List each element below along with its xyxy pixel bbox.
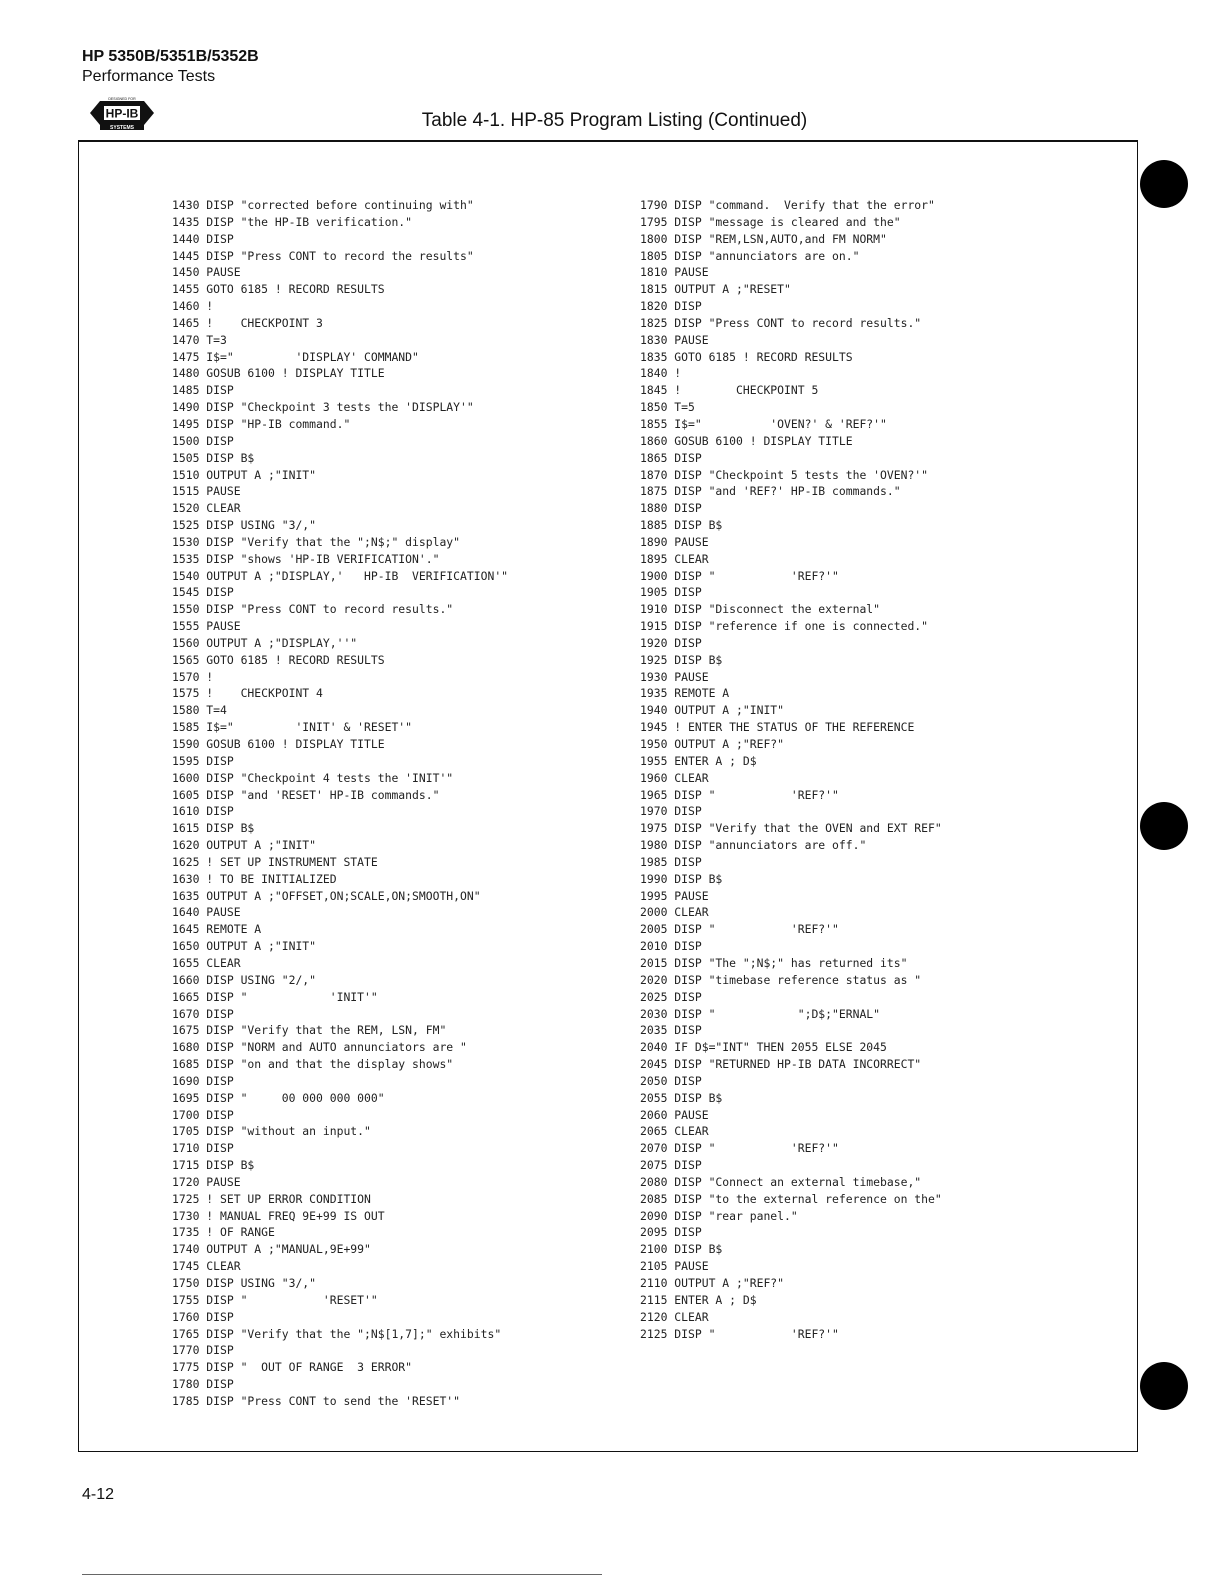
listing-line: 1880 DISP xyxy=(640,501,702,516)
listing-line: 1615 DISP B$ xyxy=(172,821,255,836)
listing-line: 1585 I$=" 'INIT' & 'RESET'" xyxy=(172,720,413,735)
listing-line: 1775 DISP " OUT OF RANGE 3 ERROR" xyxy=(172,1360,413,1375)
listing-line: 1710 DISP xyxy=(172,1141,234,1156)
listing-line: 1900 DISP " 'REF?'" xyxy=(640,568,839,583)
listing-column-right xyxy=(640,197,942,1342)
listing-line: 1825 DISP "Press CONT to record results." xyxy=(640,315,922,330)
listing-line: 1440 DISP xyxy=(172,231,234,246)
listing-line: 1735 ! OF RANGE xyxy=(172,1225,275,1240)
listing-line: 2015 DISP "The ";N$;" has returned its" xyxy=(640,955,908,970)
listing-line: 1955 ENTER A ; D$ xyxy=(640,753,757,768)
listing-line: 1785 DISP "Press CONT to send the 'RESET'" xyxy=(172,1393,461,1408)
listing-line: 2105 PAUSE xyxy=(640,1259,709,1274)
listing-line: 1520 CLEAR xyxy=(172,501,241,516)
listing-line: 1715 DISP B$ xyxy=(172,1158,255,1173)
listing-line: 2120 CLEAR xyxy=(640,1309,709,1324)
listing-line: 1905 DISP xyxy=(640,585,702,600)
listing-line: 1915 DISP "reference if one is connected." xyxy=(640,619,929,634)
listing-line: 1595 DISP xyxy=(172,753,234,768)
listing-line: 1865 DISP xyxy=(640,450,702,465)
listing-line: 1960 CLEAR xyxy=(640,770,709,785)
listing-line: 1890 PAUSE xyxy=(640,534,709,549)
listing-line: 1530 DISP "Verify that the ";N$;" display" xyxy=(172,534,461,549)
listing-line: 1965 DISP " 'REF?'" xyxy=(640,787,839,802)
listing-line: 1670 DISP xyxy=(172,1006,234,1021)
listing-line: 1685 DISP "on and that the display shows" xyxy=(172,1057,454,1072)
listing-line: 1925 DISP B$ xyxy=(640,652,723,667)
listing-line: 1650 OUTPUT A ;"INIT" xyxy=(172,939,317,954)
listing-line: 1690 DISP xyxy=(172,1073,234,1088)
listing-line: 1850 T=5 xyxy=(640,400,695,415)
listing-line: 1635 OUTPUT A ;"OFFSET,ON;SCALE,ON;SMOOTH,ON" xyxy=(172,888,481,903)
listing-line: 1745 CLEAR xyxy=(172,1259,241,1274)
listing-line: 1540 OUTPUT A ;"DISPLAY,' HP-IB VERIFICATION'" xyxy=(172,568,509,583)
listing-line: 1725 ! SET UP ERROR CONDITION xyxy=(172,1191,371,1206)
listing-line: 2060 PAUSE xyxy=(640,1107,709,1122)
listing-line: 1680 DISP "NORM and AUTO annunciators are " xyxy=(172,1040,467,1055)
listing-line: 1895 CLEAR xyxy=(640,551,709,566)
listing-line: 1545 DISP xyxy=(172,585,234,600)
listing-line: 1935 REMOTE A xyxy=(640,686,730,701)
listing-line: 1570 ! xyxy=(172,669,214,684)
listing-line: 1765 DISP "Verify that the ";N$[1,7];" exhibits" xyxy=(172,1326,502,1341)
listing-line: 1660 DISP USING "2/," xyxy=(172,972,317,987)
listing-line: 1500 DISP xyxy=(172,433,234,448)
table-title: Table 4-1. HP-85 Program Listing (Continued) xyxy=(421,110,808,131)
listing-line: 1870 DISP "Checkpoint 5 tests the 'OVEN?'" xyxy=(640,467,929,482)
listing-line: 2050 DISP xyxy=(640,1073,702,1088)
listing-line: 2040 IF D$="INT" THEN 2055 ELSE 2045 xyxy=(640,1040,887,1055)
listing-line: 1575 ! CHECKPOINT 4 xyxy=(172,686,323,701)
listing-line: 1910 DISP "Disconnect the external" xyxy=(640,602,881,617)
listing-line: 2075 DISP xyxy=(640,1158,702,1173)
listing-line: 2100 DISP B$ xyxy=(640,1242,723,1257)
logo-text: HP-IB xyxy=(105,106,139,121)
listing-line: 1720 PAUSE xyxy=(172,1174,241,1189)
listing-line: 2055 DISP B$ xyxy=(640,1090,723,1105)
listing-line: 1470 T=3 xyxy=(172,332,227,347)
listing-line: 1535 DISP "shows 'HP-IB VERIFICATION'." xyxy=(172,551,440,566)
listing-line: 2125 DISP " 'REF?'" xyxy=(640,1326,839,1341)
listing-line: 1975 DISP "Verify that the OVEN and EXT REF" xyxy=(640,821,942,836)
listing-line: 1730 ! MANUAL FREQ 9E+99 IS OUT xyxy=(172,1208,385,1223)
listing-line: 1450 PAUSE xyxy=(172,265,241,280)
listing-line: 1495 DISP "HP-IB command." xyxy=(172,416,351,431)
listing-line: 2000 CLEAR xyxy=(640,905,709,920)
listing-line: 2030 DISP " ";D$;"ERNAL" xyxy=(640,1006,881,1021)
document-section: Performance Tests xyxy=(82,68,216,85)
listing-line: 2065 CLEAR xyxy=(640,1124,709,1139)
page-number: 4-12 xyxy=(82,1486,115,1503)
listing-line: 1920 DISP xyxy=(640,635,702,650)
listing-line: 2045 DISP "RETURNED HP-IB DATA INCORRECT" xyxy=(640,1057,922,1072)
listing-line: 1620 OUTPUT A ;"INIT" xyxy=(172,838,317,853)
listing-line: 1940 OUTPUT A ;"INIT" xyxy=(640,703,785,718)
punch-hole-top xyxy=(1140,160,1188,208)
listing-line: 1560 OUTPUT A ;"DISPLAY,''" xyxy=(172,635,358,650)
listing-line: 1600 DISP "Checkpoint 4 tests the 'INIT'" xyxy=(172,770,454,785)
listing-line: 1790 DISP "command. Verify that the error" xyxy=(640,198,935,212)
listing-line: 1780 DISP xyxy=(172,1377,234,1392)
listing-line: 1525 DISP USING "3/," xyxy=(172,518,317,533)
listing-line: 1455 GOTO 6185 ! RECORD RESULTS xyxy=(172,282,385,297)
listing-line: 1485 DISP xyxy=(172,383,234,398)
listing-line: 1800 DISP "REM,LSN,AUTO,and FM NORM" xyxy=(640,231,887,246)
footer-rule xyxy=(82,1574,602,1575)
listing-line: 1550 DISP "Press CONT to record results." xyxy=(172,602,454,617)
listing-line: 1945 ! ENTER THE STATUS OF THE REFERENCE xyxy=(640,720,915,735)
punch-hole-middle xyxy=(1140,802,1188,850)
listing-line: 1810 PAUSE xyxy=(640,265,709,280)
listing-line: 2035 DISP xyxy=(640,1023,702,1038)
listing-line: 2010 DISP xyxy=(640,939,702,954)
listing-line: 1970 DISP xyxy=(640,804,702,819)
logo-top-text: DESIGNED FOR xyxy=(108,97,136,101)
listing-line: 2090 DISP "rear panel." xyxy=(640,1208,798,1223)
listing-line: 1760 DISP xyxy=(172,1309,234,1324)
listing-line: 1705 DISP "without an input." xyxy=(172,1124,371,1139)
listing-line: 2110 OUTPUT A ;"REF?" xyxy=(640,1276,785,1290)
listing-line: 1490 DISP "Checkpoint 3 tests the 'DISPLAY'" xyxy=(172,400,474,415)
listing-line: 1655 CLEAR xyxy=(172,955,241,970)
listing-line: 1770 DISP xyxy=(172,1343,234,1358)
listing-line: 2005 DISP " 'REF?'" xyxy=(640,922,839,937)
listing-line: 1840 ! xyxy=(640,366,682,381)
listing-line: 1995 PAUSE xyxy=(640,888,709,903)
listing-line: 1510 OUTPUT A ;"INIT" xyxy=(172,467,317,482)
listing-line: 1885 DISP B$ xyxy=(640,518,723,533)
listing-line: 1805 DISP "annunciators are on." xyxy=(640,248,860,263)
listing-line: 2095 DISP xyxy=(640,1225,702,1240)
listing-line: 1675 DISP "Verify that the REM, LSN, FM" xyxy=(172,1023,447,1038)
punch-hole-bottom xyxy=(1140,1362,1188,1410)
listing-line: 1815 OUTPUT A ;"RESET" xyxy=(640,282,791,297)
listing-line: 2085 DISP "to the external reference on the" xyxy=(640,1191,942,1206)
listing-line: 1605 DISP "and 'RESET' HP-IB commands." xyxy=(172,787,440,802)
listing-line: 1610 DISP xyxy=(172,804,234,819)
listing-line: 1985 DISP xyxy=(640,854,702,869)
listing-line: 1740 OUTPUT A ;"MANUAL,9E+99" xyxy=(172,1242,371,1257)
listing-column-left xyxy=(172,197,508,1410)
listing-line: 1750 DISP USING "3/," xyxy=(172,1276,317,1290)
listing-line: 1950 OUTPUT A ;"REF?" xyxy=(640,737,785,751)
listing-line: 1845 ! CHECKPOINT 5 xyxy=(640,383,819,398)
listing-line: 1515 PAUSE xyxy=(172,484,241,499)
listing-line: 1580 T=4 xyxy=(172,703,227,718)
listing-line: 1565 GOTO 6185 ! RECORD RESULTS xyxy=(172,652,385,667)
listing-line: 1875 DISP "and 'REF?' HP-IB commands." xyxy=(640,484,901,499)
listing-line: 1460 ! xyxy=(172,299,214,314)
listing-line: 2080 DISP "Connect an external timebase," xyxy=(640,1174,922,1189)
listing-line: 1640 PAUSE xyxy=(172,905,241,920)
listing-line: 1755 DISP " 'RESET'" xyxy=(172,1292,378,1307)
listing-line: 1505 DISP B$ xyxy=(172,450,255,465)
listing-line: 1855 I$=" 'OVEN?' & 'REF?'" xyxy=(640,416,887,431)
listing-line: 1930 PAUSE xyxy=(640,669,709,684)
listing-line: 1590 GOSUB 6100 ! DISPLAY TITLE xyxy=(172,737,385,751)
listing-line: 1700 DISP xyxy=(172,1107,234,1122)
logo-caption: SYSTEMS xyxy=(110,125,134,130)
listing-line: 1625 ! SET UP INSTRUMENT STATE xyxy=(172,854,378,869)
listing-line: 2025 DISP xyxy=(640,989,702,1004)
listing-line: 1475 I$=" 'DISPLAY' COMMAND" xyxy=(172,349,419,364)
listing-line: 1860 GOSUB 6100 ! DISPLAY TITLE xyxy=(640,433,853,448)
listing-line: 1830 PAUSE xyxy=(640,332,709,347)
listing-line: 1695 DISP " 00 000 000 000" xyxy=(172,1090,385,1105)
listing-line: 1555 PAUSE xyxy=(172,619,241,634)
listing-line: 1820 DISP xyxy=(640,299,702,314)
listing-line: 2070 DISP " 'REF?'" xyxy=(640,1141,839,1156)
listing-line: 1435 DISP "the HP-IB verification." xyxy=(172,214,413,229)
listing-line: 1665 DISP " 'INIT'" xyxy=(172,989,378,1004)
listing-line: 1480 GOSUB 6100 ! DISPLAY TITLE xyxy=(172,366,385,381)
listing-line: 1980 DISP "annunciators are off." xyxy=(640,838,867,853)
listing-line: 2115 ENTER A ; D$ xyxy=(640,1292,757,1307)
listing-line: 1430 DISP "corrected before continuing with" xyxy=(172,198,474,212)
listing-line: 1990 DISP B$ xyxy=(640,871,723,886)
listing-line: 1630 ! TO BE INITIALIZED xyxy=(172,871,337,886)
listing-line: 1795 DISP "message is cleared and the" xyxy=(640,214,901,229)
listing-line: 2020 DISP "timebase reference status as " xyxy=(640,972,922,987)
listing-line: 1465 ! CHECKPOINT 3 xyxy=(172,315,323,330)
document-model: HP 5350B/5351B/5352B xyxy=(82,48,259,65)
listing-line: 1645 REMOTE A xyxy=(172,922,262,937)
listing-line: 1835 GOTO 6185 ! RECORD RESULTS xyxy=(640,349,853,364)
listing-line: 1445 DISP "Press CONT to record the results" xyxy=(172,248,474,263)
